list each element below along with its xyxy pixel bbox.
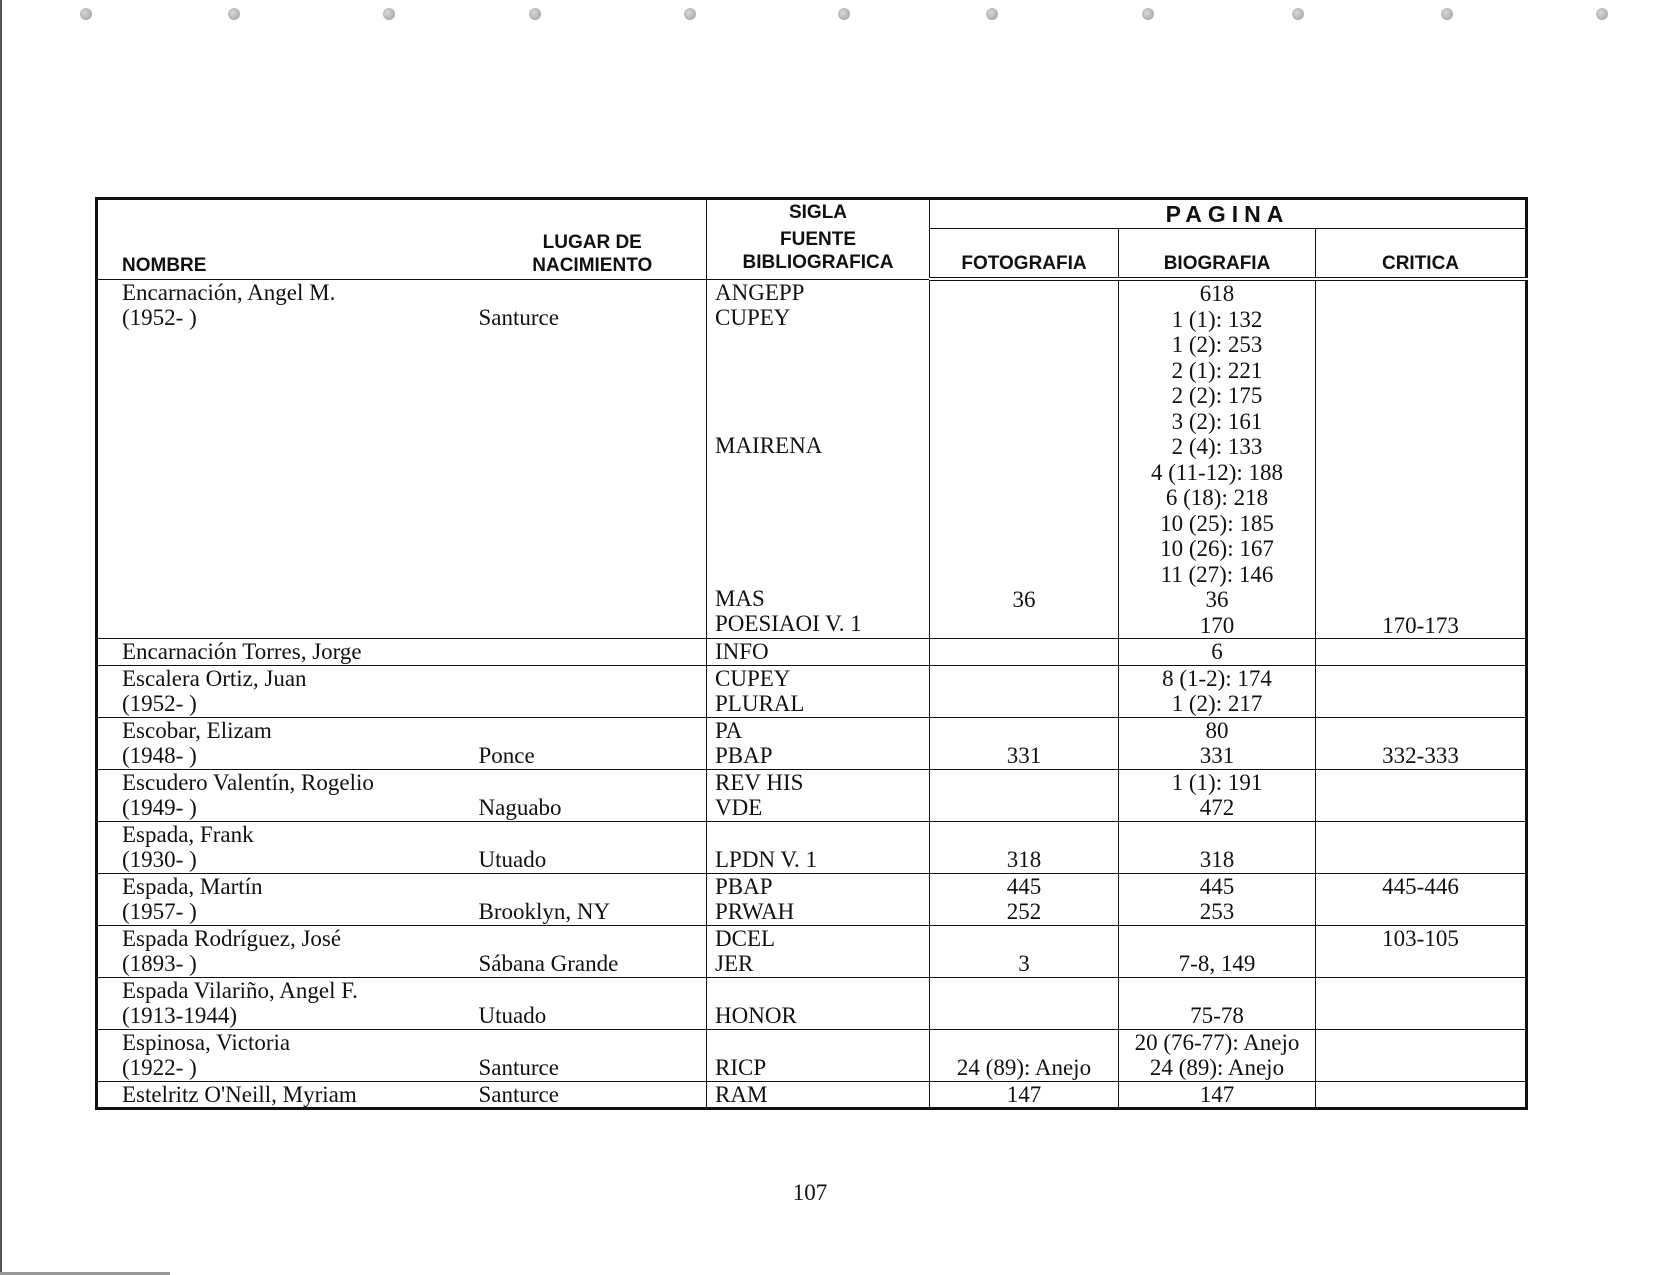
- cell-sigla-line: CUPEY: [715, 665, 791, 691]
- cell-biografia-line: 36: [1205, 587, 1229, 612]
- cell-fotografia-line: [930, 536, 1118, 562]
- table-row: [97, 639, 1527, 666]
- cell-fotografia-line: [930, 332, 1118, 358]
- cell-fotografia-line: [930, 511, 1118, 537]
- cell-lugar-line: [479, 458, 707, 484]
- cell-biografia-line: 1 (1): 191: [1171, 769, 1263, 795]
- cell-critica: [1316, 1029, 1527, 1081]
- cell-lugar: [479, 769, 707, 821]
- table-row: [97, 821, 1527, 873]
- cell-fotografia-line: [930, 639, 1118, 665]
- cell-sigla-line: RICP: [715, 1055, 767, 1080]
- table-row: [97, 925, 1527, 977]
- cell-sigla-line: [715, 822, 929, 848]
- cell-biografia-line: 618: [1199, 281, 1235, 306]
- header-lugar-line2: NACIMIENTO: [532, 254, 653, 276]
- cell-nombre-line: [122, 535, 479, 561]
- header-pagina: PAGINA: [930, 199, 1527, 229]
- cell-sigla-line: VDE: [715, 795, 763, 820]
- cell-sigla-line: REV HIS: [715, 769, 804, 795]
- cell-sigla-line: LPDN V. 1: [715, 847, 818, 872]
- cell-critica-line: [1316, 666, 1525, 692]
- cell-fotografia-line: [930, 485, 1118, 511]
- header-nombre: [97, 199, 479, 280]
- cell-lugar-line: Sábana Grande: [478, 951, 619, 976]
- cell-fotografia: [930, 717, 1119, 769]
- cell-lugar-line: [479, 560, 707, 586]
- cell-sigla: [707, 925, 930, 977]
- cell-nombre-line: Espada Vilariño, Angel F.: [122, 977, 358, 1003]
- cell-nombre-line: Escobar, Elizam: [122, 717, 272, 743]
- cell-fotografia: [930, 873, 1119, 925]
- cell-lugar-line: [479, 509, 707, 535]
- table-body: [97, 279, 1527, 1109]
- bibliography-table: [95, 197, 1528, 1110]
- cell-biografia-line: 75-78: [1190, 1003, 1244, 1028]
- cell-fotografia-line: [930, 434, 1118, 460]
- cell-lugar-line: Santurce: [478, 305, 559, 330]
- cell-lugar-line: [479, 407, 707, 433]
- cell-sigla-line: POESIAOI V. 1: [715, 611, 862, 636]
- punch-hole: [1596, 8, 1608, 20]
- cell-nombre: [97, 925, 479, 977]
- table-row: [97, 1081, 1527, 1109]
- cell-biografia-line: 6: [1211, 639, 1223, 664]
- cell-biografia-line: [1119, 822, 1315, 848]
- cell-biografia: [1119, 873, 1316, 925]
- cell-fotografia-line: [930, 795, 1118, 821]
- cell-critica-line: [1316, 847, 1525, 873]
- cell-nombre-line: (1930- ): [122, 847, 197, 872]
- cell-nombre-line: Escalera Ortiz, Juan: [122, 665, 307, 691]
- cell-sigla-line: PBAP: [715, 873, 773, 899]
- cell-critica-line: [1316, 718, 1525, 744]
- cell-fotografia-line: 252: [1006, 899, 1042, 924]
- cell-fotografia: [930, 821, 1119, 873]
- header-lugar: [479, 199, 707, 280]
- cell-critica: [1316, 279, 1527, 639]
- cell-sigla-line: CUPEY: [715, 305, 791, 330]
- cell-nombre-line: (1913-1944): [122, 1003, 237, 1028]
- cell-sigla-line: PLURAL: [715, 691, 805, 716]
- cell-biografia: [1119, 925, 1316, 977]
- cell-fotografia-line: [930, 383, 1118, 409]
- cell-sigla: [707, 977, 930, 1029]
- cell-critica: [1316, 1081, 1527, 1109]
- cell-critica: [1316, 821, 1527, 873]
- cell-lugar: [479, 665, 707, 717]
- cell-lugar: [479, 279, 707, 639]
- page-left-edge: [0, 0, 2, 1275]
- cell-nombre-line: [122, 331, 479, 357]
- header-sigla-line3: BIBLIOGRAFICA: [742, 252, 894, 273]
- cell-critica-line: [1316, 899, 1525, 925]
- cell-sigla-line: [715, 356, 929, 382]
- cell-nombre-line: [122, 433, 479, 459]
- cell-nombre-line: (1948- ): [122, 743, 197, 768]
- cell-sigla-line: [715, 978, 929, 1004]
- cell-critica-line: [1316, 460, 1525, 486]
- cell-lugar-line: [479, 822, 707, 848]
- cell-fotografia-line: 331: [1006, 743, 1042, 768]
- cell-fotografia: [930, 279, 1119, 639]
- punch-hole: [529, 8, 541, 20]
- cell-lugar-line: [479, 611, 707, 637]
- cell-fotografia-line: [930, 666, 1118, 692]
- punch-hole: [80, 8, 92, 20]
- cell-biografia: [1119, 1081, 1316, 1109]
- cell-critica: [1316, 665, 1527, 717]
- cell-nombre: [97, 717, 479, 769]
- bibliography-table-wrap: [95, 197, 1525, 1110]
- cell-lugar-line: [479, 382, 707, 408]
- cell-sigla-line: PBAP: [715, 743, 773, 768]
- cell-nombre-line: [122, 484, 479, 510]
- cell-sigla-line: PA: [715, 717, 743, 743]
- cell-nombre: [97, 1081, 479, 1109]
- cell-critica: [1316, 639, 1527, 666]
- cell-lugar: [479, 821, 707, 873]
- cell-lugar-line: [479, 331, 707, 357]
- cell-sigla-line: [715, 382, 929, 408]
- cell-critica-line: 170-173: [1382, 612, 1459, 638]
- cell-nombre: [97, 977, 479, 1029]
- cell-critica: [1316, 925, 1527, 977]
- cell-nombre-line: (1893- ): [122, 951, 197, 976]
- cell-lugar-line: [479, 691, 707, 717]
- cell-sigla: [707, 821, 930, 873]
- cell-biografia-line: 2 (2): 175: [1171, 383, 1263, 408]
- cell-nombre-line: [122, 458, 479, 484]
- cell-biografia-line: 2 (4): 133: [1171, 434, 1263, 459]
- cell-biografia: [1119, 639, 1316, 666]
- cell-sigla-line: [715, 458, 929, 484]
- punch-hole: [684, 8, 696, 20]
- cell-biografia-line: 2 (1): 221: [1171, 357, 1263, 383]
- cell-critica-line: 445-446: [1382, 873, 1459, 899]
- cell-biografia: [1119, 665, 1316, 717]
- cell-biografia-line: 331: [1199, 743, 1235, 768]
- cell-sigla: [707, 769, 930, 821]
- cell-critica: [1316, 769, 1527, 821]
- cell-critica-line: [1316, 795, 1525, 821]
- cell-biografia-line: 1 (2): 217: [1171, 691, 1263, 716]
- cell-fotografia: [930, 665, 1119, 717]
- cell-biografia-line: 445: [1199, 873, 1235, 899]
- cell-sigla: [707, 717, 930, 769]
- cell-fotografia-line: [930, 770, 1118, 796]
- cell-critica-line: [1316, 691, 1525, 717]
- punch-hole: [383, 8, 395, 20]
- cell-nombre-line: Escudero Valentín, Rogelio: [122, 769, 374, 795]
- cell-sigla-line: [715, 331, 929, 357]
- header-critica: CRITICA: [1316, 229, 1527, 280]
- cell-critica-line: [1316, 434, 1525, 460]
- cell-lugar-line: [479, 535, 707, 561]
- cell-fotografia: [930, 925, 1119, 977]
- cell-critica-line: [1316, 1030, 1525, 1056]
- cell-sigla-line: HONOR: [715, 1003, 797, 1028]
- cell-biografia-line: 472: [1199, 795, 1235, 820]
- cell-sigla: [707, 1081, 930, 1109]
- cell-lugar-line: [479, 770, 707, 796]
- cell-nombre: [97, 821, 479, 873]
- cell-critica-line: [1316, 383, 1525, 409]
- cell-fotografia-line: 147: [1006, 1081, 1042, 1107]
- page-number: 107: [792, 1180, 828, 1205]
- cell-nombre-line: (1957- ): [122, 899, 197, 924]
- cell-biografia-line: 80: [1205, 717, 1229, 743]
- cell-fotografia-line: [930, 822, 1118, 848]
- cell-lugar-line: [479, 978, 707, 1004]
- cell-biografia: [1119, 279, 1316, 639]
- cell-sigla-line: [715, 484, 929, 510]
- cell-lugar-line: [479, 356, 707, 382]
- cell-fotografia-line: [930, 1003, 1118, 1029]
- table-row: [97, 873, 1527, 925]
- cell-biografia-line: 10 (26): 167: [1160, 536, 1274, 561]
- cell-biografia-line: 253: [1199, 899, 1235, 924]
- cell-biografia: [1119, 717, 1316, 769]
- cell-lugar: [479, 925, 707, 977]
- cell-fotografia-line: [930, 978, 1118, 1004]
- cell-critica-line: [1316, 770, 1525, 796]
- cell-sigla-line: [715, 535, 929, 561]
- cell-critica-line: [1316, 332, 1525, 358]
- cell-lugar-line: Utuado: [478, 847, 547, 872]
- cell-sigla-line: PRWAH: [715, 899, 795, 924]
- cell-sigla-line: MAS: [715, 585, 765, 611]
- cell-critica-line: [1316, 639, 1525, 665]
- cell-sigla: [707, 1029, 930, 1081]
- cell-lugar-line: Brooklyn, NY: [478, 899, 611, 924]
- cell-fotografia-line: [930, 1030, 1118, 1056]
- cell-nombre-line: (1949- ): [122, 795, 197, 820]
- table-row: [97, 665, 1527, 717]
- cell-biografia-line: 1 (2): 253: [1171, 332, 1263, 357]
- punch-hole: [1292, 8, 1304, 20]
- punch-hole: [838, 8, 850, 20]
- cell-fotografia: [930, 1029, 1119, 1081]
- cell-biografia-line: 10 (25): 185: [1160, 510, 1274, 536]
- cell-lugar-line: [479, 586, 707, 612]
- cell-biografia-line: 11 (27): 146: [1160, 561, 1274, 587]
- cell-lugar: [479, 717, 707, 769]
- cell-critica: [1316, 977, 1527, 1029]
- punch-hole: [1142, 8, 1154, 20]
- cell-fotografia-line: [930, 613, 1118, 639]
- cell-fotografia: [930, 769, 1119, 821]
- cell-lugar-line: [479, 433, 707, 459]
- cell-lugar-line: [479, 639, 707, 665]
- cell-nombre-line: (1922- ): [122, 1055, 197, 1080]
- cell-biografia-line: 8 (1-2): 174: [1162, 665, 1272, 691]
- cell-lugar: [479, 873, 707, 925]
- cell-fotografia-line: 36: [1012, 587, 1036, 612]
- cell-biografia-line: 20 (76-77): Anejo: [1134, 1029, 1300, 1055]
- header-sigla-line1: SIGLA: [788, 202, 848, 223]
- cell-sigla: [707, 873, 930, 925]
- cell-nombre-line: (1952- ): [122, 691, 197, 716]
- cell-fotografia-line: 3: [1018, 951, 1030, 976]
- cell-fotografia-line: [930, 358, 1118, 384]
- cell-lugar: [479, 1029, 707, 1081]
- cell-nombre: [97, 1029, 479, 1081]
- cell-nombre-line: (1952- ): [122, 305, 197, 330]
- header-lugar-line1: LUGAR DE: [542, 231, 642, 253]
- cell-nombre-line: [122, 407, 479, 433]
- cell-lugar-line: Ponce: [478, 743, 535, 768]
- cell-fotografia-line: [930, 460, 1118, 486]
- cell-fotografia: [930, 1081, 1119, 1109]
- cell-nombre-line: Espada Rodríguez, José: [122, 925, 342, 951]
- cell-biografia-line: 147: [1199, 1081, 1235, 1107]
- cell-sigla-line: JER: [715, 951, 754, 976]
- cell-critica-line: [1316, 822, 1525, 848]
- cell-nombre-line: Espinosa, Victoria: [122, 1029, 291, 1055]
- header-sigla: [707, 199, 930, 280]
- cell-sigla: [707, 665, 930, 717]
- cell-biografia: [1119, 1029, 1316, 1081]
- punch-hole: [986, 8, 998, 20]
- cell-sigla-line: DCEL: [715, 925, 776, 951]
- cell-nombre-line: Encarnación, Angel M.: [122, 279, 336, 305]
- cell-critica-line: [1316, 281, 1525, 307]
- cell-nombre-line: Espada, Frank: [122, 821, 254, 847]
- cell-critica-line: 332-333: [1382, 743, 1459, 768]
- cell-critica-line: 103-105: [1382, 925, 1459, 951]
- cell-fotografia-line: 445: [1006, 873, 1042, 899]
- cell-nombre-line: Espada, Martín: [122, 873, 263, 899]
- cell-biografia-line: 24 (89): Anejo: [1149, 1055, 1285, 1080]
- cell-lugar-line: Naguabo: [478, 795, 562, 820]
- table-row: [97, 1029, 1527, 1081]
- cell-critica: [1316, 717, 1527, 769]
- cell-fotografia-line: [930, 307, 1118, 333]
- cell-biografia: [1119, 821, 1316, 873]
- cell-nombre: [97, 279, 479, 639]
- cell-biografia-line: 4 (11-12): 188: [1150, 459, 1283, 485]
- cell-nombre-line: [122, 560, 479, 586]
- cell-lugar-line: Utuado: [478, 1003, 547, 1028]
- cell-fotografia: [930, 639, 1119, 666]
- cell-critica-line: [1316, 409, 1525, 435]
- cell-critica-line: [1316, 485, 1525, 511]
- cell-lugar-line: Santurce: [478, 1081, 559, 1107]
- cell-critica-line: [1316, 511, 1525, 537]
- cell-fotografia-line: 24 (89): Anejo: [956, 1055, 1092, 1080]
- cell-fotografia-line: [930, 281, 1118, 307]
- cell-biografia-line: 170: [1199, 612, 1235, 638]
- cell-nombre: [97, 769, 479, 821]
- cell-biografia-line: 318: [1199, 847, 1235, 872]
- cell-critica-line: [1316, 587, 1525, 613]
- cell-nombre-line: [122, 509, 479, 535]
- cell-sigla-line: RAM: [715, 1081, 768, 1107]
- cell-lugar-line: [479, 484, 707, 510]
- cell-nombre-line: Encarnación Torres, Jorge: [122, 639, 362, 664]
- cell-fotografia: [930, 977, 1119, 1029]
- header-fotografia: FOTOGRAFIA: [930, 229, 1119, 280]
- cell-fotografia-line: 318: [1006, 847, 1042, 872]
- cell-lugar: [479, 1081, 707, 1109]
- header-nombre-label: NOMBRE: [122, 254, 207, 276]
- cell-biografia-line: 6 (18): 218: [1165, 485, 1269, 510]
- cell-critica-line: [1316, 1082, 1525, 1108]
- cell-critica-line: [1316, 1003, 1525, 1029]
- cell-sigla-line: MAIRENA: [715, 432, 823, 458]
- cell-sigla-line: [715, 509, 929, 535]
- cell-sigla-line: [715, 1030, 929, 1056]
- cell-biografia-line: 3 (2): 161: [1171, 408, 1263, 434]
- cell-critica: [1316, 873, 1527, 925]
- punch-hole: [1441, 8, 1453, 20]
- cell-lugar-line: [479, 1030, 707, 1056]
- cell-fotografia-line: [930, 691, 1118, 717]
- cell-critica-line: [1316, 562, 1525, 588]
- cell-biografia: [1119, 977, 1316, 1029]
- cell-sigla: [707, 279, 930, 639]
- cell-critica-line: [1316, 358, 1525, 384]
- cell-nombre-line: [122, 382, 479, 408]
- table-row: [97, 717, 1527, 769]
- table-row: [97, 769, 1527, 821]
- cell-critica-line: [1316, 307, 1525, 333]
- cell-biografia-line: 7-8, 149: [1178, 951, 1256, 976]
- cell-biografia: [1119, 769, 1316, 821]
- cell-critica-line: [1316, 1055, 1525, 1081]
- cell-lugar-line: [479, 926, 707, 952]
- cell-lugar-line: [479, 280, 707, 306]
- cell-sigla-line: ANGEPP: [715, 279, 805, 305]
- cell-lugar-line: [479, 666, 707, 692]
- cell-lugar: [479, 639, 707, 666]
- cell-sigla: [707, 639, 930, 666]
- cell-lugar-line: [479, 718, 707, 744]
- cell-biografia-line: [1119, 926, 1315, 952]
- cell-biografia-line: 1 (1): 132: [1171, 306, 1263, 332]
- punch-hole: [228, 8, 240, 20]
- cell-fotografia-line: [930, 926, 1118, 952]
- cell-lugar-line: [479, 874, 707, 900]
- cell-nombre-line: [122, 611, 479, 637]
- binder-punch-holes: [0, 4, 1676, 24]
- cell-nombre-line: [122, 586, 479, 612]
- cell-fotografia-line: [930, 718, 1118, 744]
- cell-sigla-line: [715, 560, 929, 586]
- cell-critica-line: [1316, 978, 1525, 1004]
- cell-lugar-line: Santurce: [478, 1055, 559, 1080]
- table-row: [97, 977, 1527, 1029]
- cell-nombre: [97, 639, 479, 666]
- header-biografia: BIOGRAFIA: [1119, 229, 1316, 280]
- cell-sigla-line: INFO: [715, 639, 769, 664]
- cell-nombre: [97, 665, 479, 717]
- cell-nombre: [97, 873, 479, 925]
- cell-critica-line: [1316, 951, 1525, 977]
- cell-biografia-line: [1119, 978, 1315, 1004]
- cell-nombre-line: Estelritz O'Neill, Myriam: [122, 1081, 357, 1107]
- cell-fotografia-line: [930, 409, 1118, 435]
- cell-sigla-line: [715, 407, 929, 433]
- cell-nombre-line: [122, 356, 479, 382]
- cell-critica-line: [1316, 536, 1525, 562]
- cell-fotografia-line: [930, 562, 1118, 588]
- header-sigla-line2: FUENTE: [780, 229, 856, 250]
- cell-lugar: [479, 977, 707, 1029]
- table-row: [97, 279, 1527, 639]
